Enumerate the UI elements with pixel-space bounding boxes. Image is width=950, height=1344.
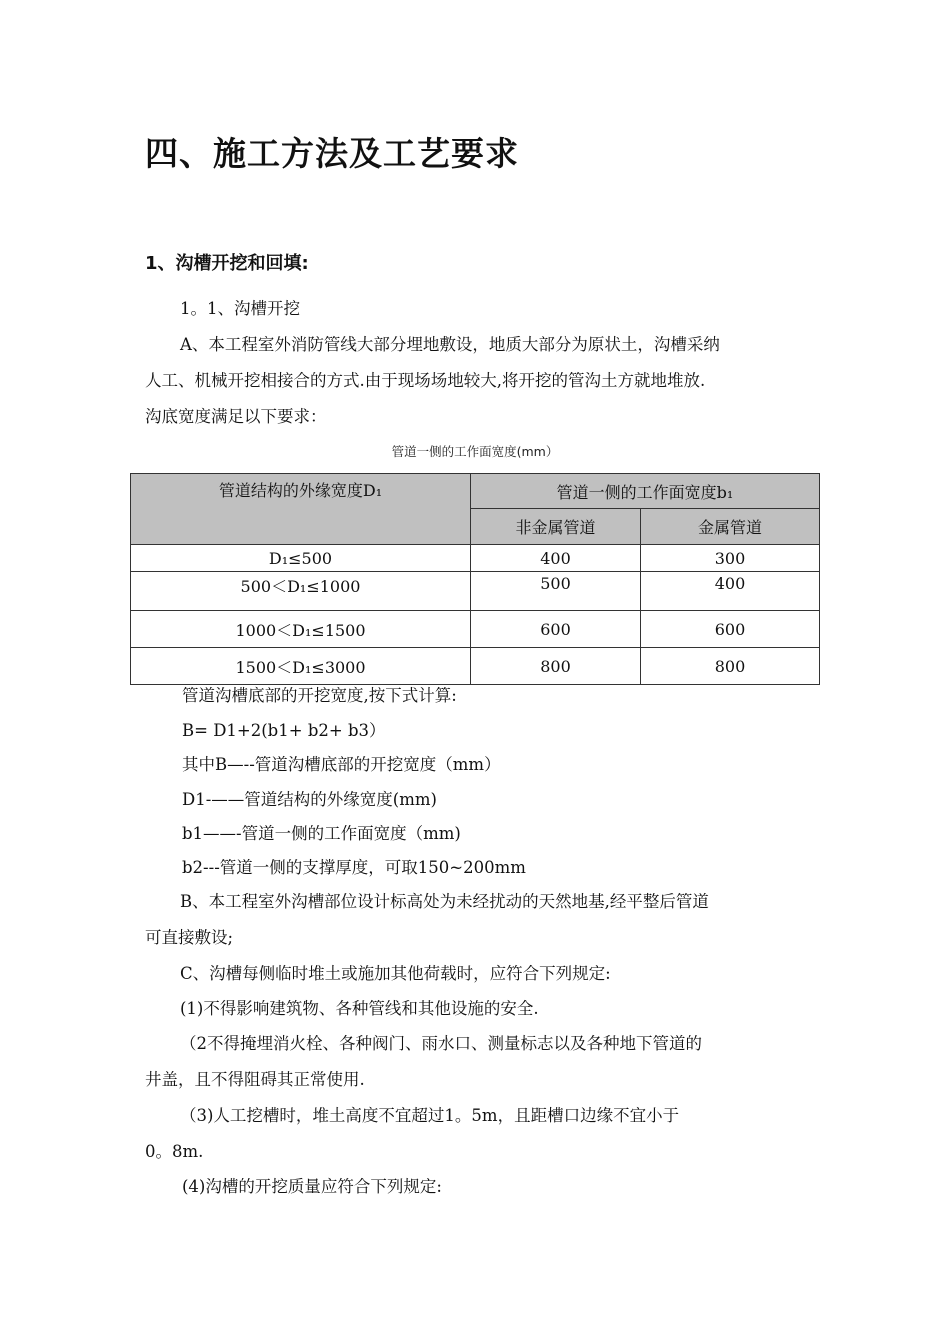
- table-row: [131, 545, 820, 572]
- definition-d1: D1-——管道结构的外缘宽度(mm): [182, 790, 437, 809]
- nonmetal-cell: 600: [471, 611, 641, 648]
- table-header-row: [131, 474, 820, 509]
- rule-item-3-line-2: 0。8m.: [145, 1142, 204, 1161]
- para-a-line-3: 沟底宽度满足以下要求：: [145, 407, 327, 426]
- formula-intro: 管道沟槽底部的开挖宽度,按下式计算:: [182, 686, 457, 705]
- para-a-line-2: 人工、机械开挖相接合的方式.由于现场场地较大,将开挖的管沟土方就地堆放.: [145, 371, 706, 390]
- subsection-title: 1。1、沟槽开挖: [180, 299, 300, 318]
- para-c: C、沟槽每侧临时堆土或施加其他荷载时，应符合下列规定:: [180, 964, 611, 983]
- header-metal: 金属管道: [641, 509, 820, 545]
- table-caption: 管道一侧的工作面宽度(mm）: [391, 444, 559, 459]
- range-cell: 1500＜D₁≤3000: [131, 648, 471, 685]
- rule-item-1: (1)不得影响建筑物、各种管线和其他设施的安全.: [180, 999, 539, 1018]
- nonmetal-cell: 800: [471, 648, 641, 685]
- rule-item-4: (4)沟槽的开挖质量应符合下列规定:: [182, 1177, 442, 1196]
- header-working-width: 管道一侧的工作面宽度b₁: [471, 474, 820, 509]
- range-cell: D₁≤500: [131, 545, 471, 572]
- range-cell: 500＜D₁≤1000: [131, 572, 471, 611]
- para-a-line-1: A、本工程室外消防管线大部分埋地敷设，地质大部分为原状土，沟槽采纳: [180, 335, 720, 354]
- nonmetal-cell: 500: [471, 572, 641, 611]
- definition-b2: b2---管道一侧的支撑厚度，可取150~200mm: [182, 858, 526, 877]
- metal-cell: 600: [641, 611, 820, 648]
- table-row: [131, 611, 820, 648]
- metal-cell: 400: [641, 572, 820, 611]
- rule-item-2-line-1: （2不得掩埋消火栓、各种阀门、雨水口、测量标志以及各种地下管道的: [180, 1034, 702, 1053]
- nonmetal-cell: 400: [471, 545, 641, 572]
- para-b-line-1: B、本工程室外沟槽部位设计标高处为未经扰动的天然地基,经平整后管道: [180, 892, 709, 911]
- para-b-line-2: 可直接敷设;: [145, 928, 234, 947]
- metal-cell: 300: [641, 545, 820, 572]
- formula: B= D1+2(b1+ b2+ b3）: [182, 721, 386, 740]
- rule-item-2-line-2: 井盖，且不得阻碍其正常使用.: [145, 1070, 365, 1089]
- section-title: 1、沟槽开挖和回填:: [145, 253, 309, 274]
- rule-item-3-line-1: （3)人工挖槽时，堆土高度不宜超过1。5m，且距槽口边缘不宜小于: [180, 1106, 680, 1125]
- definition-b1: b1——-管道一侧的工作面宽度（mm): [182, 824, 461, 843]
- working-width-table: [130, 473, 820, 685]
- range-cell: 1000＜D₁≤1500: [131, 611, 471, 648]
- header-nonmetal: 非金属管道: [471, 509, 641, 545]
- metal-cell: 800: [641, 648, 820, 685]
- page-heading: 四、施工方法及工艺要求: [145, 134, 519, 173]
- table-row: [131, 572, 820, 611]
- definition-b: 其中B—--管道沟槽底部的开挖宽度（mm）: [182, 755, 501, 774]
- table-row: [131, 648, 820, 685]
- header-outer-width: 管道结构的外缘宽度D₁: [131, 474, 471, 545]
